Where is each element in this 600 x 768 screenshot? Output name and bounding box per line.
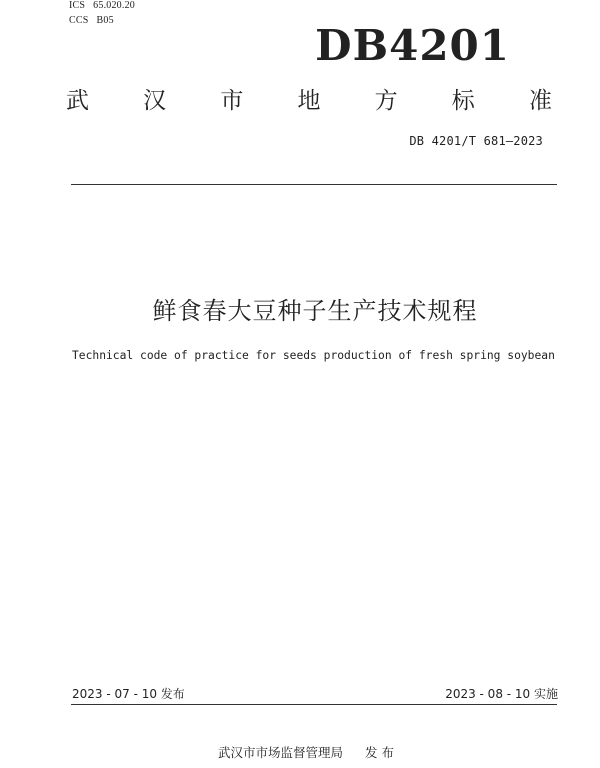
authority-char: 标: [451, 88, 475, 114]
top-divider: [71, 184, 557, 185]
authority-char: 方: [374, 88, 398, 114]
ccs-label: CCS: [69, 15, 89, 26]
ccs-classification: [69, 15, 114, 27]
ics-value: 65.020.20: [93, 0, 135, 11]
document-title-chinese: 鲜食春大豆种子生产技术规程: [152, 297, 478, 325]
document-title-english: Technical code of practice for seeds production of fresh spring soybean: [72, 349, 555, 362]
publish-word: 发 布: [365, 745, 394, 760]
standard-brand-code: DB4201: [315, 21, 510, 70]
authority-char: 武: [66, 88, 89, 114]
ics-label: ICS: [69, 0, 86, 11]
ccs-value: B05: [96, 15, 114, 26]
authority-char: 准: [528, 88, 552, 114]
implementation-date: 2023 - 08 - 10 实施: [445, 687, 558, 701]
standard-number: DB 4201/T 681—2023: [409, 134, 543, 148]
issue-date: 2023 - 07 - 10 发布: [72, 687, 185, 701]
issuing-authority-heading: [66, 86, 552, 116]
ics-classification: [69, 0, 135, 12]
publisher-name: 武汉市市场监督管理局: [218, 745, 344, 760]
authority-char: 地: [297, 88, 321, 114]
bottom-divider: [71, 704, 557, 705]
authority-char: 汉: [143, 88, 167, 114]
publisher-line: [0, 745, 600, 761]
authority-char: 市: [220, 88, 244, 114]
